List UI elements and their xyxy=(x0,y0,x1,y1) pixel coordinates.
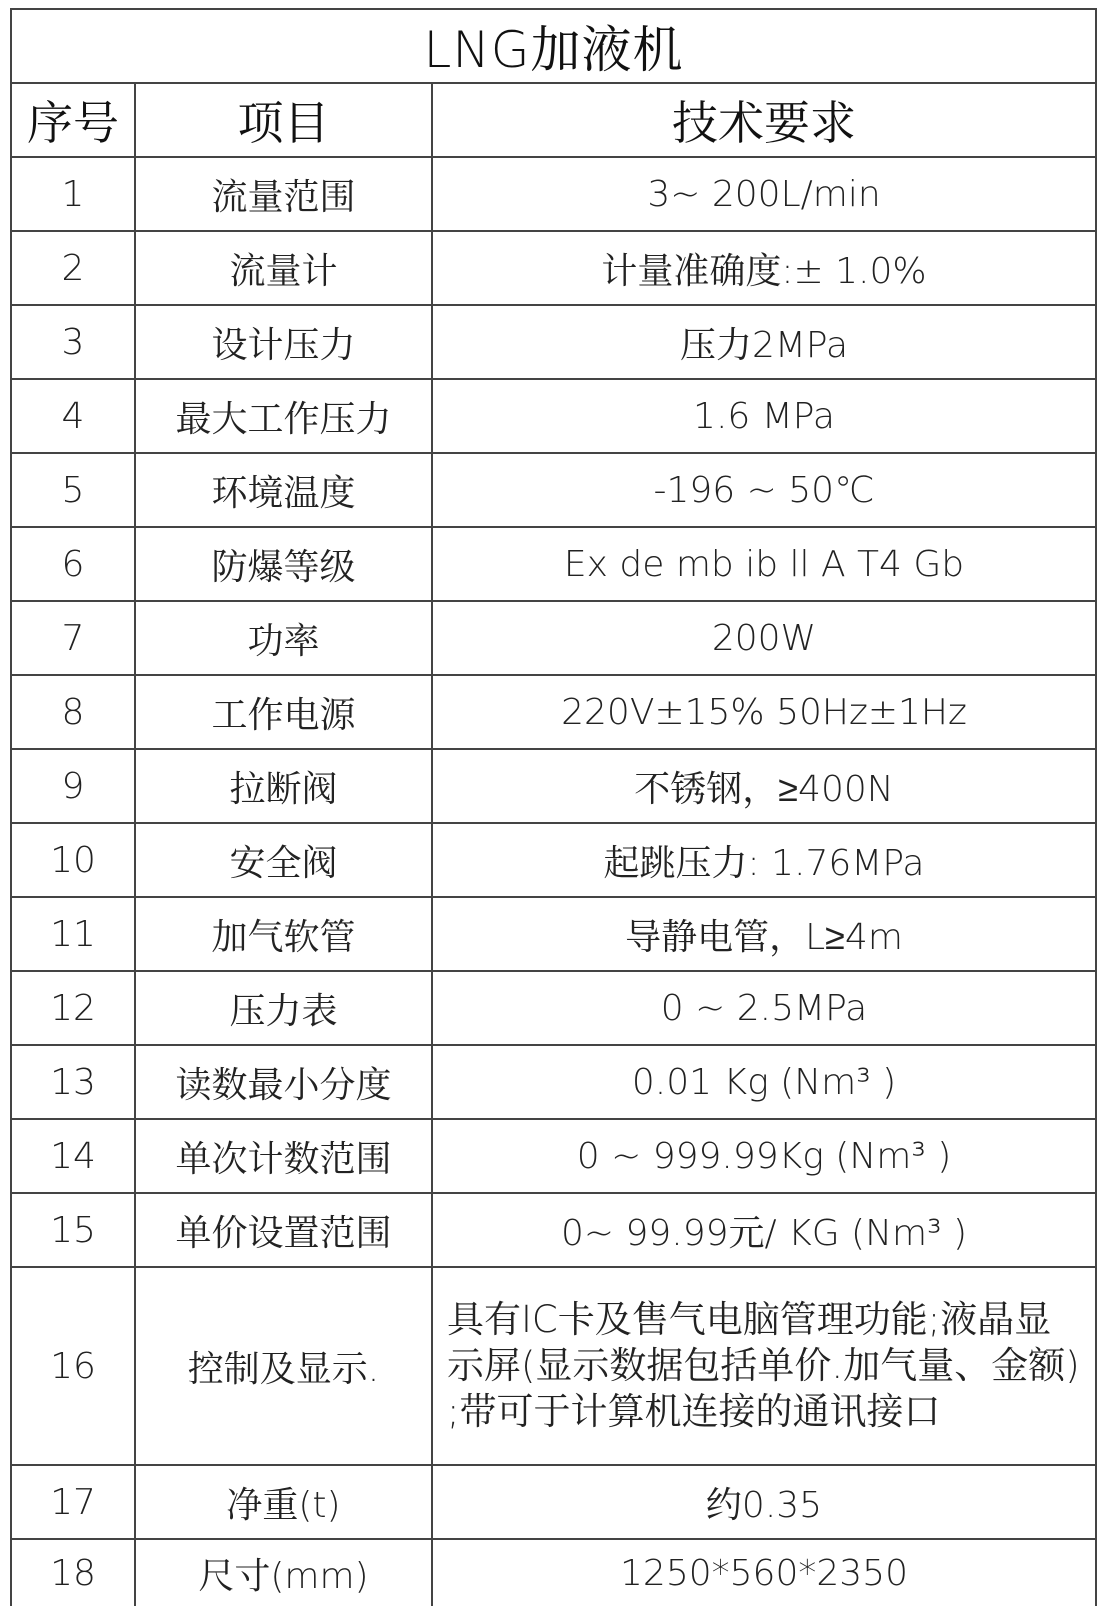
row-item: 安全阀 xyxy=(135,823,432,897)
table-row xyxy=(11,675,1096,749)
table-row xyxy=(11,601,1096,675)
row-item: 防爆等级 xyxy=(135,527,432,601)
row-requirement: 0 ~ 999.99Kg (Nm³ ) xyxy=(432,1119,1096,1193)
row-no: 15 xyxy=(11,1193,135,1267)
row-no: 14 xyxy=(11,1119,135,1193)
table-header-row xyxy=(11,83,1096,157)
row-requirement: 1250*560*2350 xyxy=(432,1539,1096,1606)
table-row xyxy=(11,1119,1096,1193)
row-no: 12 xyxy=(11,971,135,1045)
header-requirement: 技术要求 xyxy=(432,83,1096,157)
table-row xyxy=(11,823,1096,897)
row-item: 流量计 xyxy=(135,231,432,305)
row-requirement: 0.01 Kg (Nm³ ) xyxy=(432,1045,1096,1119)
row-requirement: 导静电管，L≥4m xyxy=(432,897,1096,971)
row-no: 2 xyxy=(11,231,135,305)
row-no: 16 xyxy=(11,1267,135,1465)
table-row xyxy=(11,379,1096,453)
row-requirement: 计量准确度:± 1.0% xyxy=(432,231,1096,305)
row-requirement: 压力2MPa xyxy=(432,305,1096,379)
table-row xyxy=(11,1045,1096,1119)
row-no: 6 xyxy=(11,527,135,601)
row-requirement: 200W xyxy=(432,601,1096,675)
row-item: 最大工作压力 xyxy=(135,379,432,453)
row-item: 加气软管 xyxy=(135,897,432,971)
table-row xyxy=(11,453,1096,527)
row-requirement: Ex de mb ib ll A T4 Gb xyxy=(432,527,1096,601)
row-no: 11 xyxy=(11,897,135,971)
row-requirement: 约0.35 xyxy=(432,1465,1096,1539)
table-row xyxy=(11,897,1096,971)
table-row xyxy=(11,231,1096,305)
row-item: 控制及显示. xyxy=(135,1267,432,1465)
row-item: 净重(t) xyxy=(135,1465,432,1539)
row-item: 拉断阀 xyxy=(135,749,432,823)
row-item: 工作电源 xyxy=(135,675,432,749)
row-no: 17 xyxy=(11,1465,135,1539)
header-item: 项目 xyxy=(135,83,432,157)
row-no: 5 xyxy=(11,453,135,527)
table-title-row xyxy=(11,9,1096,83)
table-row xyxy=(11,1193,1096,1267)
table-row xyxy=(11,157,1096,231)
row-no: 7 xyxy=(11,601,135,675)
row-item: 单次计数范围 xyxy=(135,1119,432,1193)
row-requirement: 3~ 200L/min xyxy=(432,157,1096,231)
table-row xyxy=(11,1267,1096,1465)
row-requirement: 0 ~ 2.5MPa xyxy=(432,971,1096,1045)
row-no: 8 xyxy=(11,675,135,749)
row-item: 压力表 xyxy=(135,971,432,1045)
row-item: 单价设置范围 xyxy=(135,1193,432,1267)
row-no: 4 xyxy=(11,379,135,453)
row-no: 3 xyxy=(11,305,135,379)
row-item: 功率 xyxy=(135,601,432,675)
row-requirement: 0~ 99.99元/ KG (Nm³ ) xyxy=(432,1193,1096,1267)
table-row xyxy=(11,305,1096,379)
row-item: 流量范围 xyxy=(135,157,432,231)
row-item: 尺寸(mm) xyxy=(135,1539,432,1606)
header-no: 序号 xyxy=(11,83,135,157)
table-row xyxy=(11,527,1096,601)
table-row xyxy=(11,1465,1096,1539)
row-item: 环境温度 xyxy=(135,453,432,527)
row-requirement: 不锈钢，≥400N xyxy=(432,749,1096,823)
row-requirement: 具有IC卡及售气电脑管理功能;液晶显示屏(显示数据包括单价.加气量、金额) ;带可于计算机连接的通讯接口 xyxy=(432,1267,1096,1465)
row-no: 9 xyxy=(11,749,135,823)
row-requirement: -196 ~ 50℃ xyxy=(432,453,1096,527)
row-no: 18 xyxy=(11,1539,135,1606)
row-no: 10 xyxy=(11,823,135,897)
row-item: 读数最小分度 xyxy=(135,1045,432,1119)
row-requirement: 1.6 MPa xyxy=(432,379,1096,453)
table-row xyxy=(11,1539,1096,1606)
row-requirement: 220V±15% 50Hz±1Hz xyxy=(432,675,1096,749)
row-no: 13 xyxy=(11,1045,135,1119)
row-item: 设计压力 xyxy=(135,305,432,379)
row-requirement: 起跳压力: 1.76MPa xyxy=(432,823,1096,897)
table-title: LNG加液机 xyxy=(11,9,1096,83)
table-row xyxy=(11,971,1096,1045)
table-row xyxy=(11,749,1096,823)
spec-table xyxy=(10,8,1097,1606)
row-no: 1 xyxy=(11,157,135,231)
